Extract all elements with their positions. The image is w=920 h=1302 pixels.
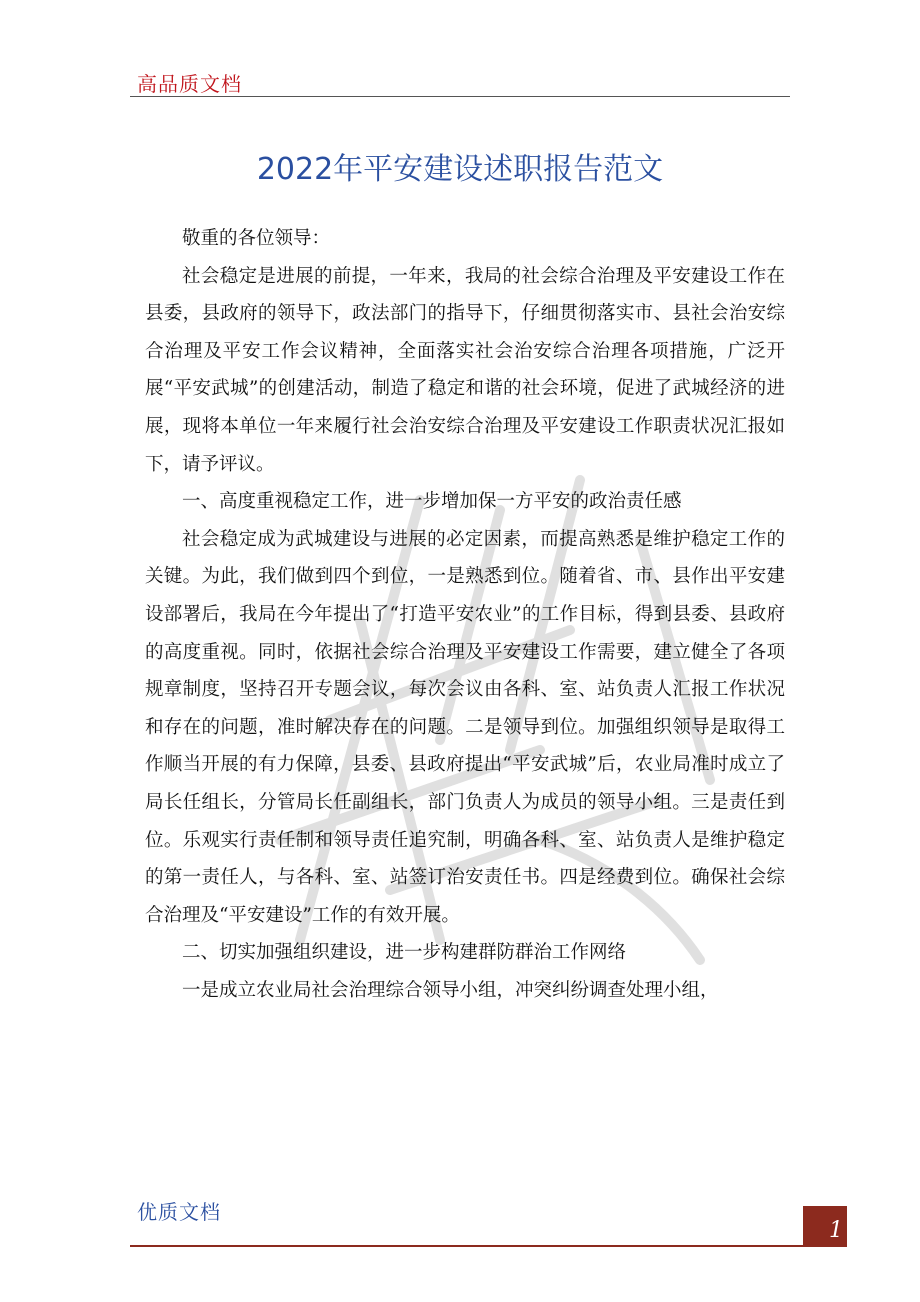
document-body (145, 220, 785, 1009)
salutation: 敬重的各位领导： (182, 228, 331, 249)
document-title: 2022年平安建设述职报告范文 (256, 152, 664, 187)
header-divider (130, 96, 790, 97)
page-number-badge (803, 1206, 847, 1246)
section-heading: 二、切实加强组织建设，进一步构建群防群治工作网络 (182, 942, 627, 964)
paragraph: 一是成立农业局社会治理综合领导小组，冲突纠纷调查处理小组， (182, 979, 719, 1001)
footer-divider (130, 1245, 847, 1247)
footer-label: 优质文档 (137, 1200, 221, 1224)
paragraph: 社会稳定是进展的前提，一年来，我局的社会综合治理及平安建设工作在县委，县政府的领导下，政法部门的指导下，仔细贯彻落实市、县社会治安综合治理及平安工作会议精神，全面落实社会治安综合治理各项措施，广泛开展“平安武城”的创建活动，制造了稳定和谐的社会环境，促进了武城经济的进展，现将本单位一年来履行社会治安综合治理及平安建设工作职责状况汇报如下，请予评议。 (145, 265, 785, 475)
section-heading: 一、高度重视稳定工作，进一步增加保一方平安的政治责任感 (182, 491, 682, 513)
page-number: 1 (829, 1218, 843, 1243)
paragraph: 社会稳定成为武城建设与进展的必定因素，而提高熟悉是维护稳定工作的关键。为此，我们做到四个到位，一是熟悉到位。随着省、市、县作出平安建设部署后，我局在今年提出了“打造平安农业”的工作目标，得到县委、县政府的高度重视。同时，依据社会综合治理及平安建设工作需要，建立健全了各项规章制度，坚持召开专题会议，每次会议由各科、室、站负责人汇报工作状况和存在的问题，准时解决存在的问题。二是领导到位。加强组织领导是取得工作顺当开展的有力保障，县委、县政府提出“平安武城”后，农业局准时成立了局长任组长，分管局长任副组长，部门负责人为成员的领导小组。三是责任到位。乐观实行责任制和领导责任追究制，明确各科、室、站负责人是维护稳定的第一责任人，与各科、室、站签订治安责任书。四是经费到位。确保社会综合治理及“平安建设”工作的有效开展。 (145, 528, 785, 926)
header-brand: 高品质文档 (137, 72, 242, 96)
